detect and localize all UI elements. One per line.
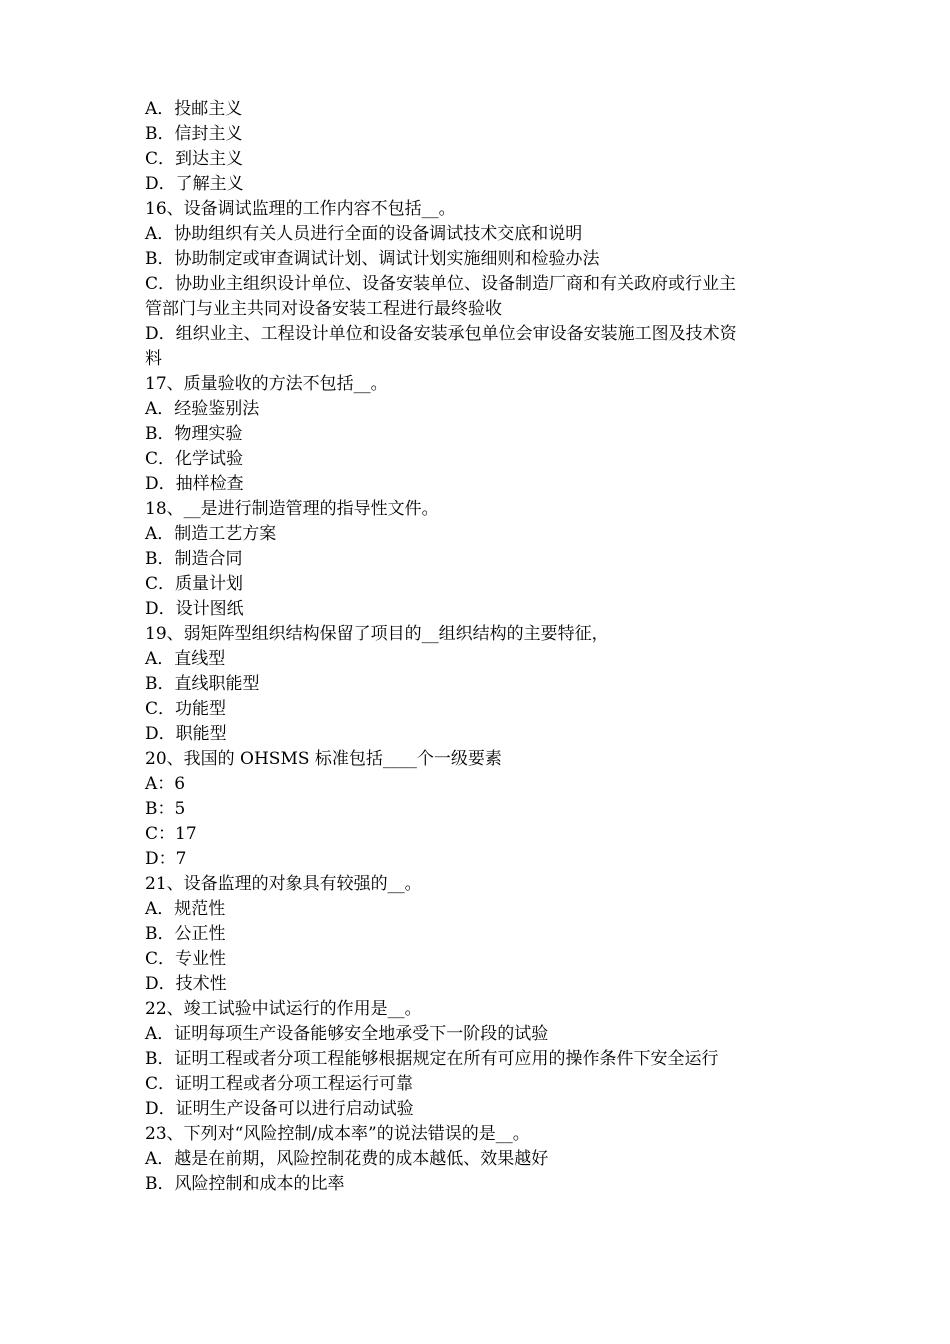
text-line: A：6 xyxy=(145,774,186,794)
text-line: B．直线职能型 xyxy=(145,674,260,694)
text-line: B．证明工程或者分项工程能够根据规定在所有可应用的操作条件下安全运行 xyxy=(145,1049,719,1069)
text-line: C．化学试验 xyxy=(145,449,244,469)
text-line: D．设计图纸 xyxy=(145,599,244,619)
text-line: A．证明每项生产设备能够安全地承受下一阶段的试验 xyxy=(145,1024,549,1044)
text-line: B．制造合同 xyxy=(145,549,243,569)
text-line: D．抽样检查 xyxy=(145,474,244,494)
text-line: C．质量计划 xyxy=(145,574,244,594)
text-line: 管部门与业主共同对设备安装工程进行最终验收 xyxy=(145,299,502,319)
question-19-stem: 19、弱矩阵型组织结构保留了项目的__组织结构的主要特征， xyxy=(145,624,609,644)
document-page xyxy=(145,97,825,1197)
text-line: D．组织业主、工程设计单位和设备安装承包单位会审设备安装施工图及技术资 xyxy=(145,324,737,344)
text-line: B．公正性 xyxy=(145,924,226,944)
text-line: A．越是在前期，风险控制花费的成本越低、效果越好 xyxy=(145,1149,549,1169)
text-line: C．证明工程或者分项工程运行可靠 xyxy=(145,1074,414,1094)
text-line: B．风险控制和成本的比率 xyxy=(145,1174,345,1194)
text-line: C．专业性 xyxy=(145,949,227,969)
text-line: D．了解主义 xyxy=(145,174,244,194)
question-22-stem: 22、竣工试验中试运行的作用是__。 xyxy=(145,999,422,1019)
question-18-stem: 18、__是进行制造管理的指导性文件。 xyxy=(145,499,439,519)
text-line: D．技术性 xyxy=(145,974,227,994)
text-line: D：7 xyxy=(145,849,187,869)
text-line: A．协助组织有关人员进行全面的设备调试技术交底和说明 xyxy=(145,224,583,244)
question-20-stem: 20、我国的 OHSMS 标准包括____个一级要素 xyxy=(145,749,502,769)
text-line: D．职能型 xyxy=(145,724,227,744)
text-line: C．功能型 xyxy=(145,699,227,719)
text-line: A．投邮主义 xyxy=(145,99,243,119)
text-line: A．规范性 xyxy=(145,899,226,919)
text-line: C．到达主义 xyxy=(145,149,244,169)
text-line: A．制造工艺方案 xyxy=(145,524,277,544)
text-line: B：5 xyxy=(145,799,186,819)
text-line: 料 xyxy=(145,349,162,369)
question-17-stem: 17、质量验收的方法不包括__。 xyxy=(145,374,388,394)
text-line: A．直线型 xyxy=(145,649,226,669)
text-line: B．信封主义 xyxy=(145,124,243,144)
text-line: C：17 xyxy=(145,824,197,844)
text-line: B．物理实验 xyxy=(145,424,243,444)
question-21-stem: 21、设备监理的对象具有较强的__。 xyxy=(145,874,422,894)
question-23-stem: 23、下列对“风险控制/成本率”的说法错误的是__。 xyxy=(145,1124,530,1144)
text-line: A．经验鉴别法 xyxy=(145,399,260,419)
text-line: C．协助业主组织设计单位、设备安装单位、设备制造厂商和有关政府或行业主 xyxy=(145,274,737,294)
text-line: D．证明生产设备可以进行启动试验 xyxy=(145,1099,414,1119)
text-line: B．协助制定或审查调试计划、调试计划实施细则和检验办法 xyxy=(145,249,600,269)
question-16-stem: 16、设备调试监理的工作内容不包括__。 xyxy=(145,199,456,219)
